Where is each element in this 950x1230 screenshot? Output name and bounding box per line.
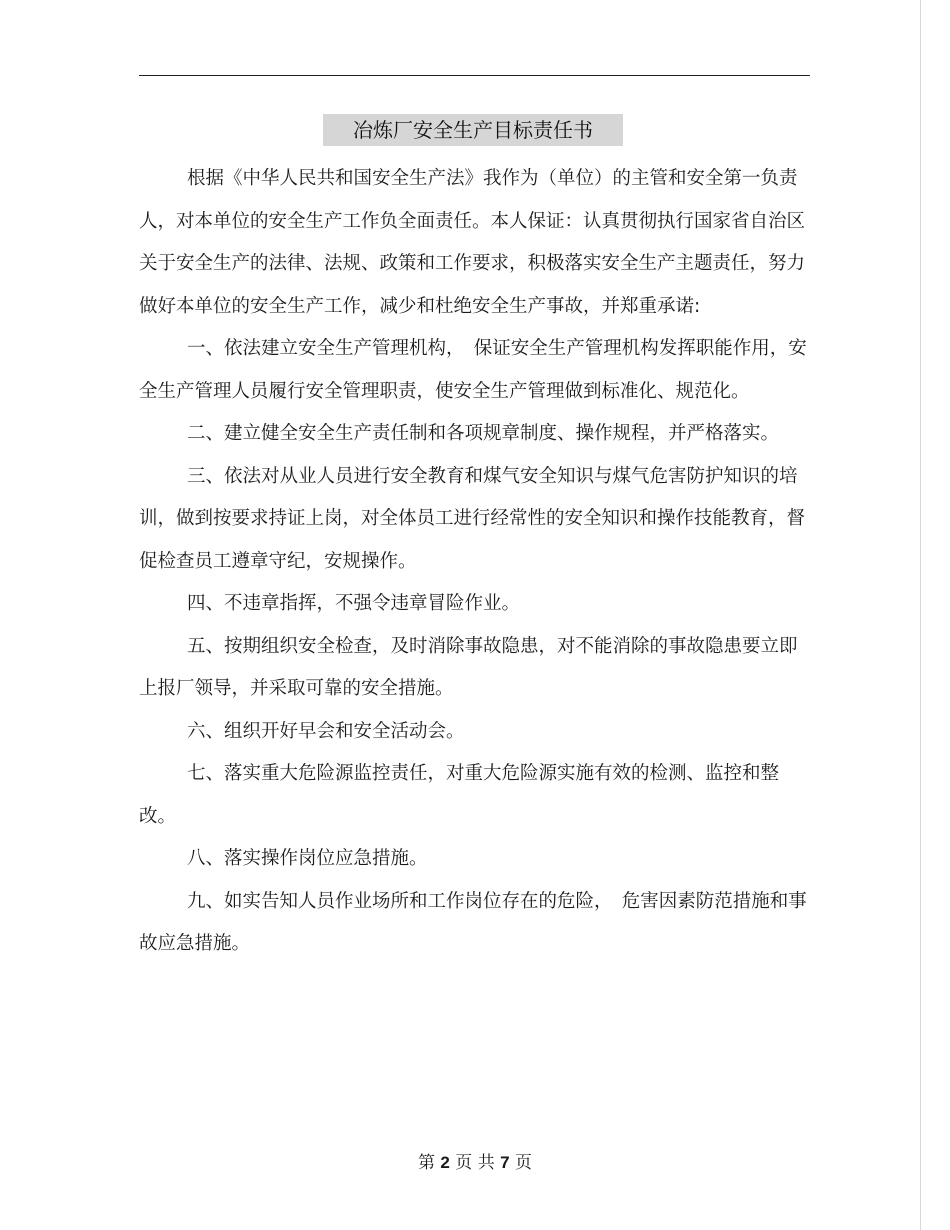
paragraph-item-4: 四、不违章指挥，不强令违章冒险作业。 <box>187 593 521 614</box>
paragraph-item-9: 九、如实告知人员作业场所和工作岗位存在的危险， 危害因素防范措施和事故应急措施。 <box>139 890 807 954</box>
footer-suffix: 页 <box>509 1153 532 1173</box>
document-body <box>139 158 811 966</box>
paragraph-item-7: 七、落实重大危险源监控责任，对重大危险源实施有效的检测、监控和整改。 <box>139 763 780 827</box>
footer-middle: 页 共 <box>449 1153 501 1173</box>
page-edge-divider <box>920 0 921 1230</box>
page-footer <box>0 1150 950 1176</box>
header-rule <box>139 75 810 76</box>
paragraph-item-8: 八、落实操作岗位应急措施。 <box>187 848 428 869</box>
paragraph-item-5: 五、按期组织安全检查，及时消除事故隐患，对不能消除的事故隐患要立即上报厂领导，并采取可靠的安全措施。 <box>139 635 798 699</box>
total-pages-number: 7 <box>500 1153 510 1172</box>
paragraph-item-1: 一、依法建立安全生产管理机构， 保证安全生产管理机构发挥职能作用，安全生产管理人员履行安全管理职责，使安全生产管理做到标准化、规范化。 <box>139 338 807 402</box>
paragraph-item-2: 二、建立健全安全生产责任制和各项规章制度、操作规程，并严格落实。 <box>187 423 780 444</box>
paragraph-intro: 根据《中华人民共和国安全生产法》我作为（单位）的主管和安全第一负责人，对本单位的安全生产工作负全面责任。本人保证：认真贯彻执行国家省自治区关于安全生产的法律、法规、政策和工作要求，积极落实安全生产主题责任，努力做好本单位的安全生产工作，减少和杜绝安全生产事故，并郑重承诺: <box>139 168 806 317</box>
document-title: 冶炼厂安全生产目标责任书 <box>323 114 623 146</box>
footer-prefix: 第 <box>418 1153 441 1173</box>
paragraph-item-3: 三、依法对从业人员进行安全教育和煤气安全知识与煤气危害防护知识的培训，做到按要求持证上岗，对全体员工进行经常性的安全知识和操作技能教育，督促检查员工遵章守纪，安规操作。 <box>139 465 806 572</box>
current-page-number: 2 <box>440 1153 450 1172</box>
paragraph-item-6: 六、组织开好早会和安全活动会。 <box>187 720 465 742</box>
